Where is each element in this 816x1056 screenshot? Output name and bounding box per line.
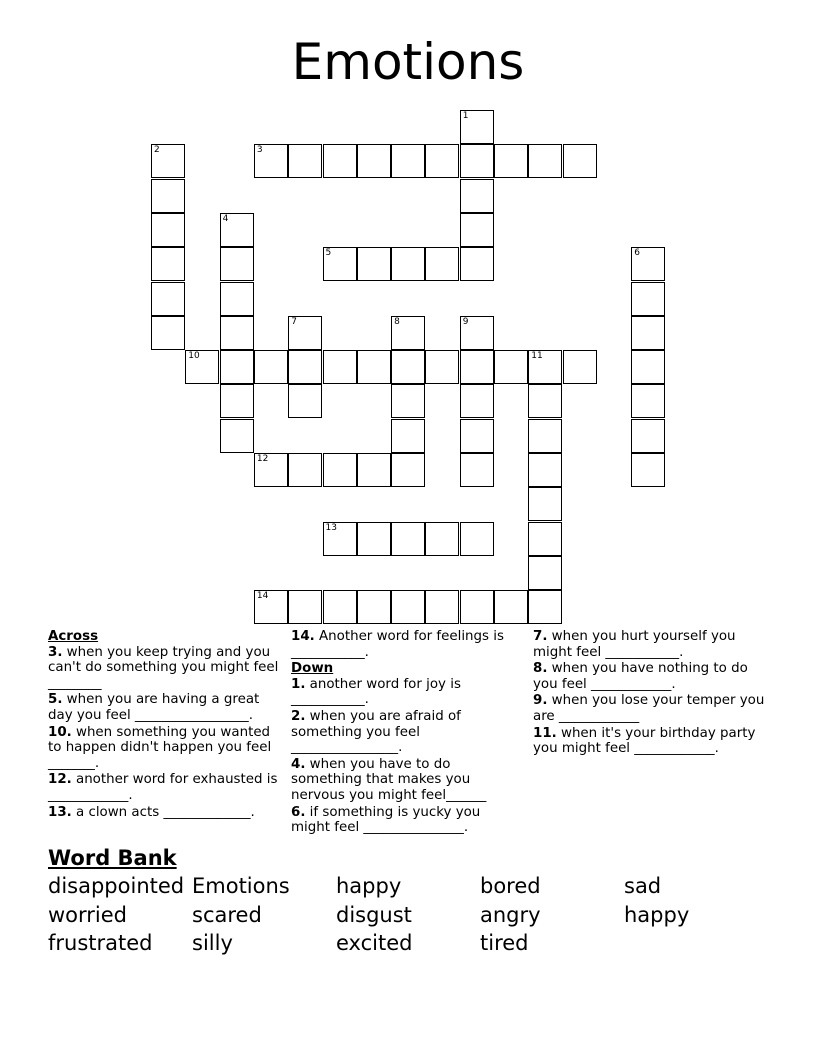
clue-number: 3. [48, 644, 63, 660]
clue-number: 1 [462, 111, 469, 121]
crossword-cell[interactable] [288, 316, 322, 350]
crossword-cell[interactable] [357, 590, 391, 624]
clue-number: 5 [325, 248, 332, 259]
word-bank-word: Emotions [192, 874, 290, 898]
crossword-cell[interactable] [391, 419, 425, 453]
clue [48, 772, 280, 803]
crossword-cell[interactable] [391, 453, 425, 487]
clue-number: 11. [533, 725, 557, 741]
crossword-cell[interactable] [460, 453, 494, 487]
clue-number: 14 [256, 591, 269, 602]
clue-number: 7. [533, 629, 548, 644]
crossword-cell[interactable] [460, 110, 494, 144]
clue-number: 14. [291, 629, 315, 644]
clue-number: 10. [48, 724, 72, 740]
crossword-cell[interactable] [494, 350, 528, 384]
crossword-cell[interactable] [425, 522, 459, 556]
crossword-cell[interactable] [460, 316, 494, 350]
crossword-cell[interactable] [528, 419, 562, 453]
clue-text: when you are having a great day you feel _________________. [48, 692, 260, 723]
word-bank-word: disgust [336, 902, 412, 927]
crossword-cell[interactable] [391, 144, 425, 178]
clue-text: when you are afraid of something you feel ________________. [291, 708, 461, 756]
crossword-cell[interactable] [151, 247, 185, 281]
crossword-cell[interactable] [631, 350, 665, 384]
crossword-cell[interactable] [220, 213, 254, 247]
clue [291, 629, 523, 660]
crossword-cell[interactable] [220, 419, 254, 453]
word-bank-word: happy [336, 874, 402, 898]
crossword-cell[interactable] [323, 590, 357, 624]
clue-number: 8. [533, 661, 548, 677]
clue-number: 3 [256, 145, 263, 156]
clue-text: when you lose your temper you are ____________ [533, 693, 765, 724]
clue [291, 709, 523, 756]
clue-number: 5. [48, 692, 63, 708]
word-bank-word: worried [48, 902, 128, 927]
crossword-cell[interactable] [631, 316, 665, 350]
clue-number: 6. [291, 804, 306, 820]
crossword-cell[interactable] [288, 384, 322, 418]
clue-number: 13 [325, 522, 337, 533]
crossword-cell[interactable] [391, 316, 425, 350]
clue-number: 2. [291, 708, 306, 724]
clue [533, 629, 768, 660]
clue-number: 4. [291, 756, 306, 772]
clue [291, 677, 523, 708]
crossword-cell[interactable] [494, 590, 528, 624]
crossword-cell[interactable] [357, 247, 391, 281]
crossword-cell[interactable] [631, 419, 665, 453]
clue-number: 4 [222, 213, 229, 224]
clue [291, 757, 523, 804]
crossword-cell[interactable] [460, 350, 494, 384]
clue-number: 13. [48, 804, 72, 820]
crossword-cell[interactable] [460, 247, 494, 281]
word-bank-word: tired [480, 931, 529, 955]
crossword-cell[interactable] [425, 350, 459, 384]
crossword-cell[interactable] [357, 350, 391, 384]
crossword-cell[interactable] [563, 350, 597, 384]
crossword-cell[interactable] [185, 350, 219, 384]
clue-number: 10 [188, 351, 200, 362]
clue-number: 6 [634, 248, 640, 259]
clue [533, 726, 768, 757]
crossword-cell[interactable] [391, 247, 425, 281]
clue [533, 661, 768, 692]
clue [291, 805, 523, 836]
crossword-cell[interactable] [220, 247, 254, 281]
crossword-cell[interactable] [357, 453, 391, 487]
clue-text: when you have nothing to do you feel ____________. [533, 661, 748, 692]
crossword-cell[interactable] [220, 316, 254, 350]
crossword-cell[interactable] [151, 316, 185, 350]
clue-number: 12 [256, 454, 269, 464]
word-bank-word: sad [624, 874, 662, 898]
crossword-cell[interactable] [254, 453, 288, 487]
crossword-cell[interactable] [460, 419, 494, 453]
crossword-cell[interactable] [631, 247, 665, 281]
crossword-cell[interactable] [323, 144, 357, 178]
clue-number: 7 [291, 316, 297, 327]
crossword-cell[interactable] [528, 556, 562, 590]
crossword-cell[interactable] [288, 590, 322, 624]
clue-text: when you keep trying and you can't do something you might feel ________ [48, 644, 279, 691]
crossword-cell[interactable] [528, 487, 562, 521]
crossword-cell[interactable] [357, 144, 391, 178]
crossword-cell[interactable] [220, 282, 254, 316]
crossword-cell[interactable] [254, 350, 288, 384]
crossword-cell[interactable] [151, 179, 185, 213]
word-bank-word: disappointed [48, 874, 185, 898]
word-bank-word: scared [192, 902, 262, 927]
clue [533, 693, 768, 724]
word-bank-word: silly [192, 931, 233, 955]
crossword-cell[interactable] [288, 453, 322, 487]
crossword-cell[interactable] [425, 144, 459, 178]
clue-number: 9 [462, 316, 469, 327]
crossword-cell[interactable] [528, 350, 562, 384]
crossword-cell[interactable] [254, 590, 288, 624]
crossword-cell[interactable] [425, 247, 459, 281]
crossword-cell[interactable] [151, 213, 185, 247]
crossword-cell[interactable] [460, 522, 494, 556]
crossword-cell[interactable] [220, 350, 254, 384]
clue-text: when something you wanted to happen didn't happen you feel _______. [48, 724, 272, 771]
clue [48, 645, 280, 692]
clue-text: if something is yucky you might feel _______________. [291, 804, 481, 836]
crossword-cell[interactable] [151, 144, 185, 178]
word-bank-title: Word Bank [48, 846, 177, 870]
crossword-cell[interactable] [528, 384, 562, 418]
clue-text: another word for joy is ___________. [291, 676, 461, 708]
down-clues-continued [533, 629, 768, 758]
crossword-cell[interactable] [323, 453, 357, 487]
crossword-cell[interactable] [391, 590, 425, 624]
crossword-cell[interactable] [528, 522, 562, 556]
clue-number: 2 [154, 145, 160, 156]
crossword-cell[interactable] [288, 144, 322, 178]
crossword-cell[interactable] [151, 282, 185, 316]
crossword-cell[interactable] [631, 453, 665, 487]
clue-text: another word for exhausted is ____________. [48, 772, 278, 803]
crossword-cell[interactable] [460, 213, 494, 247]
clue-number: 12. [48, 772, 72, 788]
crossword-cell[interactable] [460, 144, 494, 178]
word-bank-word: happy [624, 902, 690, 927]
clue [48, 805, 280, 821]
crossword-cell[interactable] [460, 179, 494, 213]
crossword-cell[interactable] [391, 522, 425, 556]
clue-text: when you have to do something that makes you nervous you might feel______ [291, 756, 487, 803]
crossword-cell[interactable] [254, 144, 288, 178]
word-bank-word: frustrated [48, 931, 153, 955]
word-bank-word: excited [336, 931, 413, 955]
clue-number: 1. [291, 676, 306, 692]
crossword-cell[interactable] [288, 350, 322, 384]
crossword-cell[interactable] [460, 590, 494, 624]
clue [48, 692, 280, 723]
crossword-cell[interactable] [460, 384, 494, 418]
word-bank-word: bored [480, 874, 541, 898]
crossword-cell[interactable] [563, 144, 597, 178]
crossword-cell[interactable] [357, 522, 391, 556]
clue-number: 11 [531, 351, 543, 362]
clue [48, 725, 280, 772]
crossword-cell[interactable] [528, 453, 562, 487]
crossword-cell[interactable] [391, 384, 425, 418]
crossword-cell[interactable] [323, 350, 357, 384]
crossword-cell[interactable] [391, 350, 425, 384]
word-bank-word: angry [480, 902, 541, 927]
clue-text: Another word for feelings is ___________. [291, 629, 504, 660]
down-heading: Down [291, 661, 334, 677]
page-title: Emotions [291, 33, 525, 91]
across-clues [48, 629, 280, 821]
clue-number: 8 [394, 316, 400, 327]
crossword-cell[interactable] [494, 144, 528, 178]
crossword-cell[interactable] [323, 247, 357, 281]
clue-text: when you hurt yourself you might feel ___________. [533, 629, 736, 660]
clue-text: when it's your birthday party you might feel ____________. [533, 725, 756, 757]
crossword-cell[interactable] [425, 590, 459, 624]
clues-column-2 [291, 629, 523, 837]
crossword-cell[interactable] [220, 384, 254, 418]
clue-number: 9. [533, 693, 548, 709]
crossword-cell[interactable] [631, 384, 665, 418]
crossword-cell[interactable] [631, 282, 665, 316]
clue-text: a clown acts _____________. [71, 804, 255, 820]
crossword-cell[interactable] [528, 144, 562, 178]
across-heading: Across [48, 629, 99, 644]
crossword-cell[interactable] [323, 522, 357, 556]
crossword-cell[interactable] [528, 590, 562, 624]
